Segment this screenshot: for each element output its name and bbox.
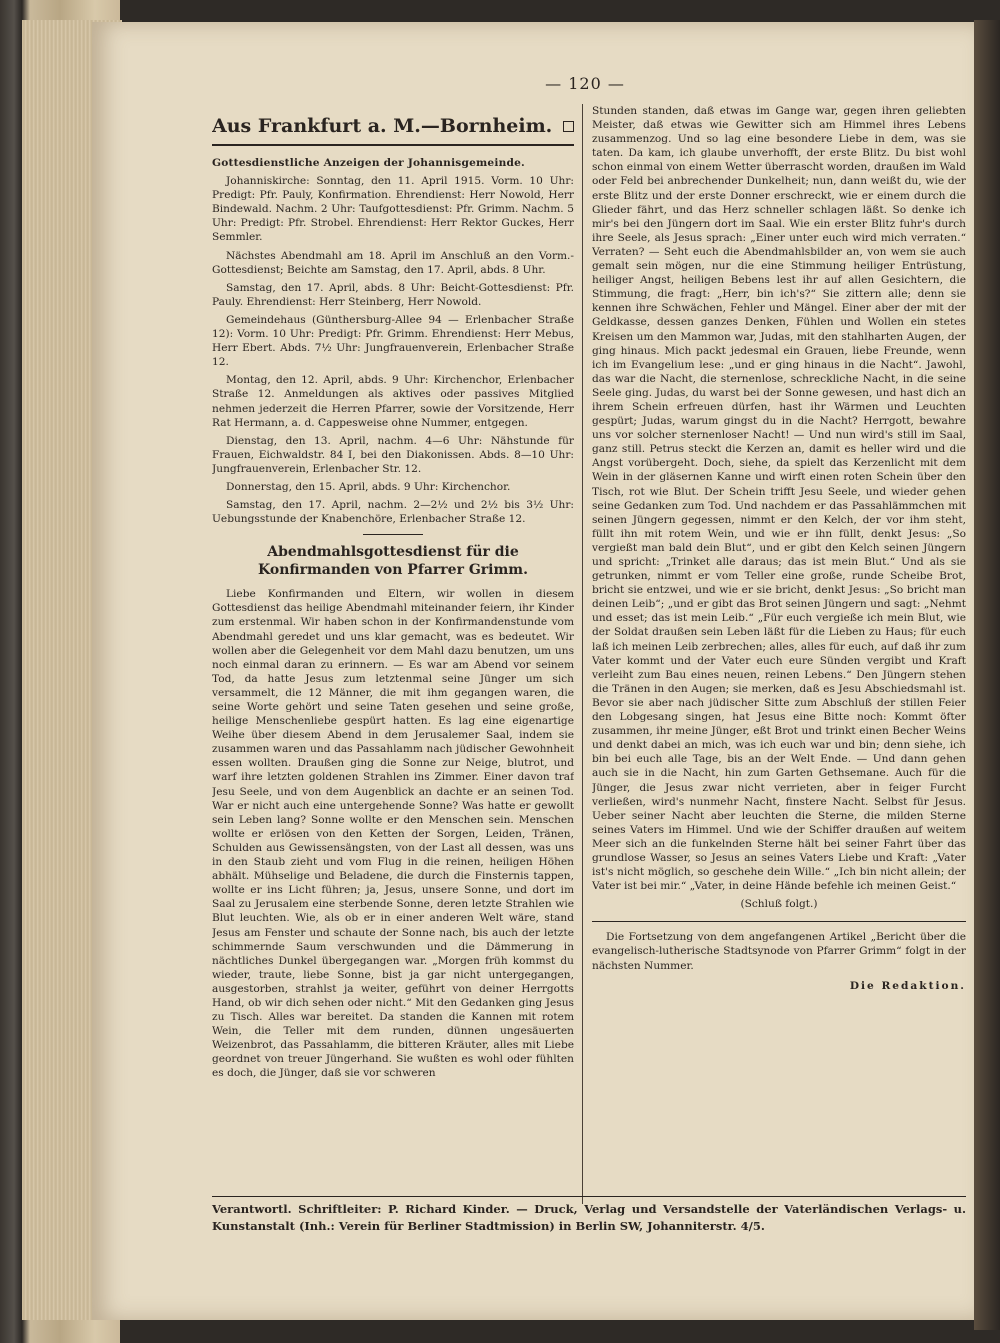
page-number: — 120 — <box>545 74 625 93</box>
sermon-text-left: Liebe Konfirmanden und Eltern, wir wollen in diesem Gottesdienst das heilige Abendmahl miteinander feiern, ihr Kinder zum erstenmal. Wir haben schon in der Konfirmandenstunde vom Abendmahl geredet und uns klar gemacht, was es bedeutet. Wir wollen aber die Gelegenheit vor dem Mahl dazu benutzen, um uns noch einmal daran zu erinnern. — Es war am Abend vor seinem Tod, da hatte Jesus zum letztenmal seine Jünger um sich versammelt, die 12 Männer, die mit ihm gegangen waren, die seine Worte gehört und seine Taten gesehen und seine große, heilige Menschenliebe gespürt hatten. Es lag eine eigenartige Weihe über diesem Abend in dem Jerusalemer Saal, indem sie zusammen waren und das Passahlamm nach jüdischer Gewohnheit essen wollten. Draußen ging die Sonne zur Neige, blutrot, und warf ihre letzten goldenen Strahlen ins Zimmer. Einer davon traf Jesu Seele, und von dem Augenblick an dachte er an seinen Tod. War er nicht auch eine untergehende Sonne? Was hatte er gewollt sein Leben lang? Sonne wollte er den Menschen sein. Menschen wollte er erlösen von den Ketten der Sorgen, Leiden, Tränen, Schulden aus Gewissensängsten, von der Last all dessen, was uns in den Staub zieht und vom Flug in die reinen, heiligen Höhen abhält. Mühselige und Beladene, die durch die Finsternis tappen, wollte er ins Licht führen; ja, Jesus, unsere Sonne, und dort im Saal zu Jerusalem eine sterbende Sonne, deren letzte Strahlen wie Blut leuchten. Wie, als ob er in einer anderen Welt wäre, stand Jesus am Fenster und schaute der Sonne nach, bis auch der letzte schimmernde Saum verschwunden und die Dämmerung in nächtliches Dunkel übergegangen war. „Morgen früh kommst du wieder, traute, liebe Sonne, bist ja gar nicht untergegangen, ausgestorben, strahlst ja weiter, geführt von deiner Herrgotts Hand, ob wir dich sehen oder nicht.“ Mit den Gedanken ging Jesus zu Tisch. Alles war bereitet. Da standen die Kannen mit rotem Wein, die Teller mit dem runden, dünnen ungesäuerten Weizenbrot, das Passahlamm, die bitteren Kräuter, alles mit Liebe geordnet von treuer Jüngerhand. Sie wußten es wohl oder fühlten es doch, die Jünger, daß sie vor schweren <box>212 588 574 1080</box>
right-column <box>592 104 966 1202</box>
announcement-item: Montag, den 12. April, abds. 9 Uhr: Kirchenchor, Erlenbacher Straße 12. Anmeldungen als aktives oder passives Mitglied nehmen jederzeit die Herren Pfarrer, sowie der Vorsitzende, Herr Rat Hermann, a. d. Cappesweise ohne Nummer, entgegen. <box>212 374 574 429</box>
editorial-signature: Die Redaktion. <box>849 979 966 992</box>
article-headline <box>212 114 574 146</box>
announcement-item: Nächstes Abendmahl am 18. April im Anschluß an den Vorm.-Gottesdienst; Beichte am Samstag, den 17. April, abds. 8 Uhr. <box>212 249 574 276</box>
column-divider <box>582 104 583 1204</box>
announcement-item: Samstag, den 17. April, nachm. 2—2½ und 2½ bis 3½ Uhr: Uebungsstunde der Knabenchöre, Erlenbacher Straße 12. <box>212 499 574 526</box>
headline-box-icon <box>563 121 574 132</box>
section-rule <box>363 534 423 535</box>
left-column <box>212 104 574 1202</box>
section-title-line: Konfirmanden von Pfarrer Grimm. <box>258 562 528 579</box>
notice-rule <box>592 921 966 922</box>
announcement-item: Donnerstag, den 15. April, abds. 9 Uhr: Kirchenchor. <box>226 480 511 493</box>
continuation-note: (Schluß folgt.) <box>740 898 818 911</box>
right-page-edge <box>974 20 1000 1330</box>
imprint-footer: Verantwortl. Schriftleiter: P. Richard Kinder. — Druck, Verlag und Versandstelle der Vaterländischen Verlags- u. Kunstanstalt (Inh.: Verein für Berliner Stadtmission) in Berlin SW, Johanniterstr. 4/5. <box>212 1196 966 1235</box>
announcement-item: Gemeindehaus (Günthersburg-Allee 94 — Erlenbacher Straße 12): Vorm. 10 Uhr: Predigt: Pfr. Grimm. Ehrendienst: Herr Mebus, Herr Ebert. Abds. 7½ Uhr: Jungfrauenverein, Erlenbacher Straße 12. <box>212 313 574 369</box>
announcements-heading: Gottesdienstliche Anzeigen der Johannisgemeinde. <box>212 157 525 169</box>
announcement-item: Samstag, den 17. April, abds. 8 Uhr: Beicht-Gottesdienst: Pfr. Pauly. Ehrendienst: Herr Steinberg, Herr Nowold. <box>212 281 574 308</box>
section-title-line: Abendmahlsgottesdienst für die <box>267 544 519 561</box>
headline-text: Aus Frankfurt a. M.—Bornheim. <box>212 115 553 137</box>
editorial-notice: Die Fortsetzung von dem angefangenen Artikel „Bericht über die evangelisch-lutherische Stadtsynode von Pfarrer Grimm“ folgt in der nächsten Nummer. <box>592 931 966 972</box>
section-title <box>212 543 574 579</box>
announcement-item: Dienstag, den 13. April, nachm. 4—6 Uhr: Nähstunde für Frauen, Eichwaldstr. 84 I, bei den Diakonissen. Abds. 8—10 Uhr: Jungfrauenverein, Erlenbacher Str. 12. <box>212 434 574 475</box>
announcement-item: Johanniskirche: Sonntag, den 11. April 1915. Vorm. 10 Uhr: Predigt: Pfr. Pauly, Konfirmation. Ehrendienst: Herr Nowold, Herr Bindewald. Nachm. 2 Uhr: Taufgottesdienst: Pfr. Grimm. Nachm. 5 Uhr: Predigt: Pfr. Strobel. Ehrendienst: Herr Rektor Guckes, Herr Semmler. <box>212 175 574 244</box>
sermon-text-right: Stunden standen, daß etwas im Gange war, gegen ihren geliebten Meister, daß etwas wie Gewitter sich am Himmel ihres Lebens zusammenzog. Und so lag eine besondere Liebe in dem, was sie taten. Da kam, ich glaube unverhofft, der erste Blitz. Du bist wohl schon einmal von einem Wetter überrascht worden, draußen im Wald oder Feld bei anbrechender Dunkelheit; nun, dann weißt du, wie der erste Blitz und der erste Donner erschreckt, wie er einem durch die Glieder fährt, und das Herz schneller schlagen läßt. So denke ich mir's bei den Jüngern dort im Saal. Wie ein erster Blitz fuhr's durch ihre Seele, als Jesus sprach: „Einer unter euch wird mich verraten.“ Verraten? — Seht euch die Abendmahlsbilder an, von wem sie auch gemalt sein mögen, nur die eine Stimmung heiliger Entrüstung, heiliger Angst, heiligen Bebens lest ihr auf allen Gesichtern, die Stimmung, die fragt: „Herr, bin ich's?“ Sie zittern alle; denn sie kennen ihre Schwächen, Fehler und Mängel. Einer aber der mit der Geldkasse, dessen ganzes Denken, Fühlen und Wollen ein stetes Kreisen um den Mammon war, Judas, mit den stahlharten Augen, der ging hinaus. Mich packt jedesmal ein Grauen, liebe Freunde, wenn ich im Evangelium lese: „und er ging hinaus in die Nacht“. Jawohl, das war die Nacht, die sternenlose, schreckliche Nacht, in die seine Seele ging. Judas, du warst bei der Sonne gewesen, und hast dich an ihrem Schein erfreuen dürfen, hast ihr Wärmen und Leuchten gespürt; Judas, warum gingst du in die Nacht? Herrgott, bewahre uns vor solcher sternenloser Nacht! — Und nun wird's still im Saal, ganz still. Petrus steckt die Kerzen an, damit es heller wird und die Angst vorübergeht. Doch, siehe, da spielt das Kerzenlicht mit dem Wein in der gläsernen Kanne und wirft einen roten Schein über den Tisch, rot wie Blut. Der Schein trifft Jesu Seele, und wieder gehen seine Gedanken zum Tod. Und nachdem er das Passahlämmchen mit seinen Jüngern gegessen, nimmt er den Kelch, der vor ihm steht, füllt ihn mit rotem Wein, und wie er ihn füllt, denkt Jesus: „So vergießt man bald dein Blut“, und er gibt den Kelch seinen Jüngern und spricht: „Trinket alle daraus; das ist mein Blut.“ Und als sie getrunken, nimmt er vom Teller eine große, runde Scheibe Brot, bricht sie entzwei, und wie er sie bricht, denkt Jesus: „So bricht man deinen Leib“; „und er gibt das Brot seinen Jüngern und sagt: „Nehmt und esset; das ist mein Leib.“ „Für euch vergieße ich mein Blut, wie der Soldat draußen sein Leben läßt für die Lieben zu Haus; für euch laß ich meinen Leib zerbrechen; alles, alles für euch, auf daß ihr zum Vater kommt und der Vater euch eure Sünden vergibt und Kraft verleiht zum Bau eines neuen, reinen Lebens.“ Den Jüngern stehen die Tränen in den Augen; sie merken, daß es Jesu Abschiedsmahl ist. Bevor sie aber nach jüdischer Sitte zum Abschluß der stillen Feier den Lobgesang singen, hat Jesus eine Bitte noch: Kommt öfter zusammen, ihr meine Jünger, eßt Brot und trinkt einen Becher Weins und denkt dabei an mich, was ich euch war und bin; denn siehe, ich bin bei euch alle Tage, bis an der Welt Ende. — Und dann gehen auch sie in die Nacht, hin zum Garten Gethsemane. Auch für die Jünger, die Jesus zwar nicht verrieten, aber in feiger Furcht verließen, wird's nunmehr Nacht, finstere Nacht. Selbst für Jesus. Ueber seiner Nacht aber leuchten die Sterne, die milden Sterne seines Vaters im Himmel. Und wie der Schiffer draußen auf weitem Meer sich an die funkelnden Sterne hält bei seiner Fahrt über das grundlose Wasser, so Jesus an seines Vaters Liebe und Kraft: „Vater ist's nicht möglich, so geschehe dein Wille.“ „Ich bin nicht allein; der Vater ist bei mir.“ „Vater, in deine Hände befehle ich meinen Geist.“ <box>592 105 966 893</box>
